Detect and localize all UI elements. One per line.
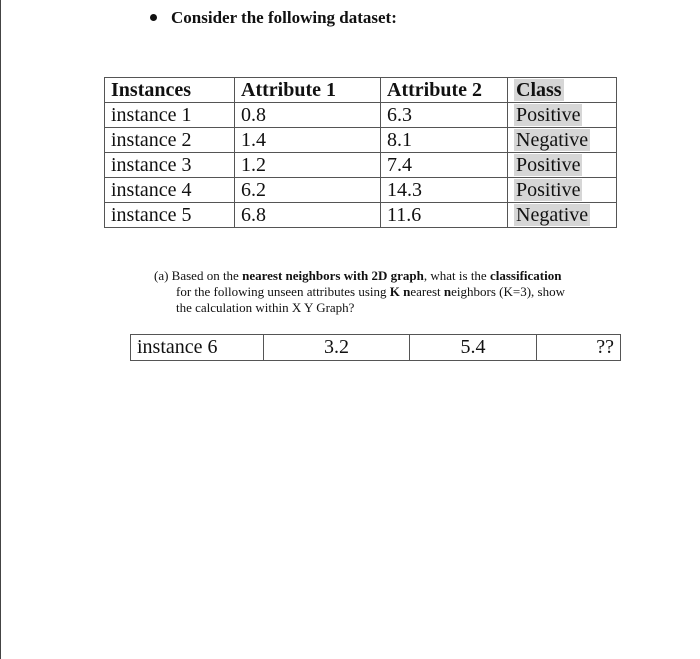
unseen-attribute-1: 3.2: [264, 335, 410, 361]
table-row: [105, 153, 617, 178]
unseen-attribute-2: 5.4: [410, 335, 537, 361]
cell-instance: instance 2: [105, 128, 235, 153]
table-row: [131, 335, 621, 361]
table-row: [105, 203, 617, 228]
table-row: [105, 128, 617, 153]
question-text: [154, 268, 619, 316]
cell-instance: instance 5: [105, 203, 235, 228]
cell-attribute-2: 7.4: [381, 153, 508, 178]
cell-class-label: Negative: [516, 204, 589, 226]
cell-class-label: Positive: [516, 179, 581, 201]
unseen-instance-table: [130, 334, 621, 361]
question-text-part: (a) Based on the: [154, 268, 243, 283]
cell-attribute-2: 8.1: [381, 128, 508, 153]
cell-instance: instance 1: [105, 103, 235, 128]
cell-class: [508, 128, 617, 153]
dataset-header-row: [105, 78, 617, 103]
cell-attribute-2: 11.6: [381, 203, 508, 228]
cell-attribute-1: 1.2: [235, 153, 381, 178]
dataset-table: [104, 77, 617, 228]
cell-instance: instance 4: [105, 178, 235, 203]
question-text-part: , what is the: [423, 268, 490, 283]
cell-class: [508, 178, 617, 203]
header-class: [508, 78, 617, 103]
cell-attribute-1: 6.8: [235, 203, 381, 228]
question-bold-text: n: [443, 284, 452, 299]
cell-attribute-2: 6.3: [381, 103, 508, 128]
question-bold-text: classification: [489, 268, 562, 283]
bullet-icon: [150, 14, 157, 21]
question-text-part: earest: [410, 284, 444, 299]
cell-class-label: Negative: [516, 129, 589, 151]
question-bold-text: nearest neighbors with 2D graph: [242, 268, 424, 283]
cell-class-label: Positive: [516, 154, 581, 176]
cell-instance: instance 3: [105, 153, 235, 178]
page-left-border: [0, 0, 1, 659]
header-attribute-1: Attribute 1: [235, 78, 381, 103]
question-bold-text: K n: [389, 284, 411, 299]
question-text-part: for the following unseen attributes using: [176, 284, 390, 299]
header-attribute-2: Attribute 2: [381, 78, 508, 103]
bullet-item: [150, 8, 397, 28]
header-class-label: Class: [516, 79, 562, 101]
unseen-instance: instance 6: [131, 335, 264, 361]
question-line-2: [154, 284, 619, 300]
cell-class-label: Positive: [516, 104, 581, 126]
cell-class: [508, 203, 617, 228]
bullet-text: Consider the following dataset:: [171, 8, 397, 27]
cell-attribute-1: 1.4: [235, 128, 381, 153]
unseen-class: ??: [537, 335, 621, 361]
question-text-part: eighbors (K=3), show: [451, 284, 565, 299]
cell-attribute-1: 0.8: [235, 103, 381, 128]
table-row: [105, 103, 617, 128]
question-line-3: the calculation within X Y Graph?: [176, 300, 355, 315]
question-line-1: [154, 268, 619, 284]
header-instances: Instances: [105, 78, 235, 103]
cell-class: [508, 103, 617, 128]
table-row: [105, 178, 617, 203]
cell-class: [508, 153, 617, 178]
cell-attribute-2: 14.3: [381, 178, 508, 203]
cell-attribute-1: 6.2: [235, 178, 381, 203]
